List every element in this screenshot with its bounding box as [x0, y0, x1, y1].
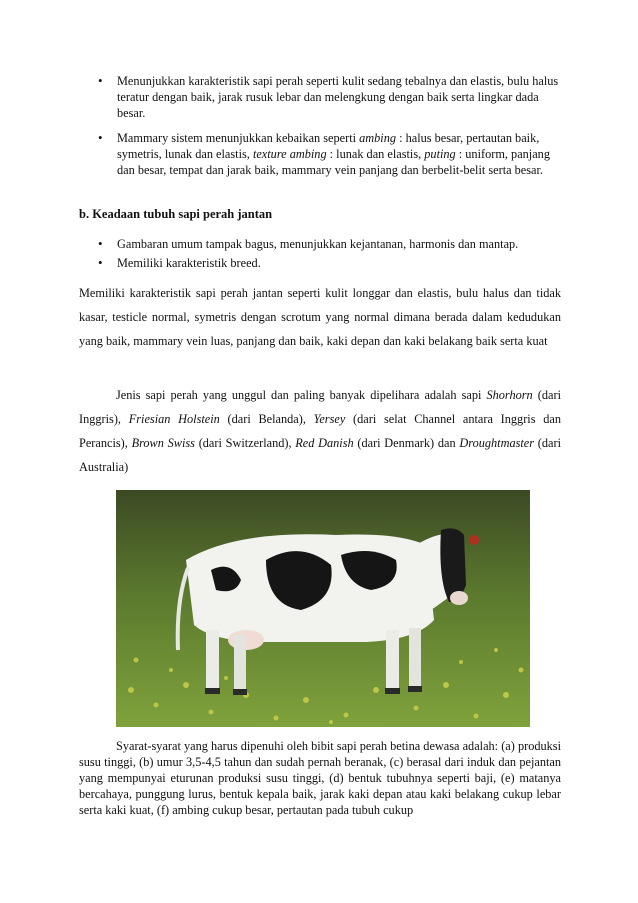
section-heading: b. Keadaan tubuh sapi perah jantan [79, 207, 273, 221]
list-item: • Memiliki karakteristik breed. [79, 255, 564, 271]
male-bullet-list [79, 236, 564, 271]
list-item: • Mammary sistem menunjukkan kebaikan seperti ambing : halus besar, pertautan baik, symetris, lunak dan elastis, texture ambing : lunak dan elastis, puting : uniform, panjang dan besar, tempat dan jarak baik, mammary vein panjang dan berbelit-belit serta besar. [79, 130, 564, 178]
requirements-paragraph: Syarat-syarat yang harus dipenuhi oleh bibit sapi perah betina dewasa adalah: (a) produksi susu tinggi, (b) umur 3,5-4,5 tahun dan sudah pernah beranak, (c) berasal dari induk dan pejantan yang mempunyai eturunan produksi susu tinggi, (d) bentuk tubuhnya seperti baji, (e) matanya bercahaya, punggung lurus, bentuk kepala baik, jarak kaki depan atau kaki belakang cukup lebar serta kaki kuat, (f) ambing cukup besar, pertautan pada tubuh cukup [79, 739, 561, 817]
top-bullet-list [79, 73, 564, 178]
holstein-cow-photo [116, 490, 530, 727]
list-item: • Gambaran umum tampak bagus, menunjukkan kejantanan, harmonis dan mantap. [79, 236, 564, 252]
list-item: • Menunjukkan karakteristik sapi perah seperti kulit sedang tebalnya dan elastis, bulu halus teratur dengan baik, jarak rusuk lebar dan melengkung dengan baik serta lingkar dada besar. [79, 73, 564, 121]
cow-illustration [116, 490, 530, 727]
breeds-paragraph: Jenis sapi perah yang unggul dan paling banyak dipelihara adalah sapi Shorhorn (dari Inggris), Friesian Holstein (dari Belanda), Yersey (dari selat Channel antara Inggris dan Perancis), Brown Swiss (dari Switzerland), Red Danish (dari Denmark) dan Droughtmaster (dari Australia) [79, 388, 561, 474]
male-characteristics-paragraph: Memiliki karakteristik sapi perah jantan seperti kulit longgar dan elastis, bulu halus dan tidak kasar, testicle normal, symetris dengan scrotum yang normal dimana berada dalam kedudukan yang baik, mammary vein luas, panjang dan baik, kaki depan dan kaki belakang baik serta kuat [79, 286, 561, 348]
